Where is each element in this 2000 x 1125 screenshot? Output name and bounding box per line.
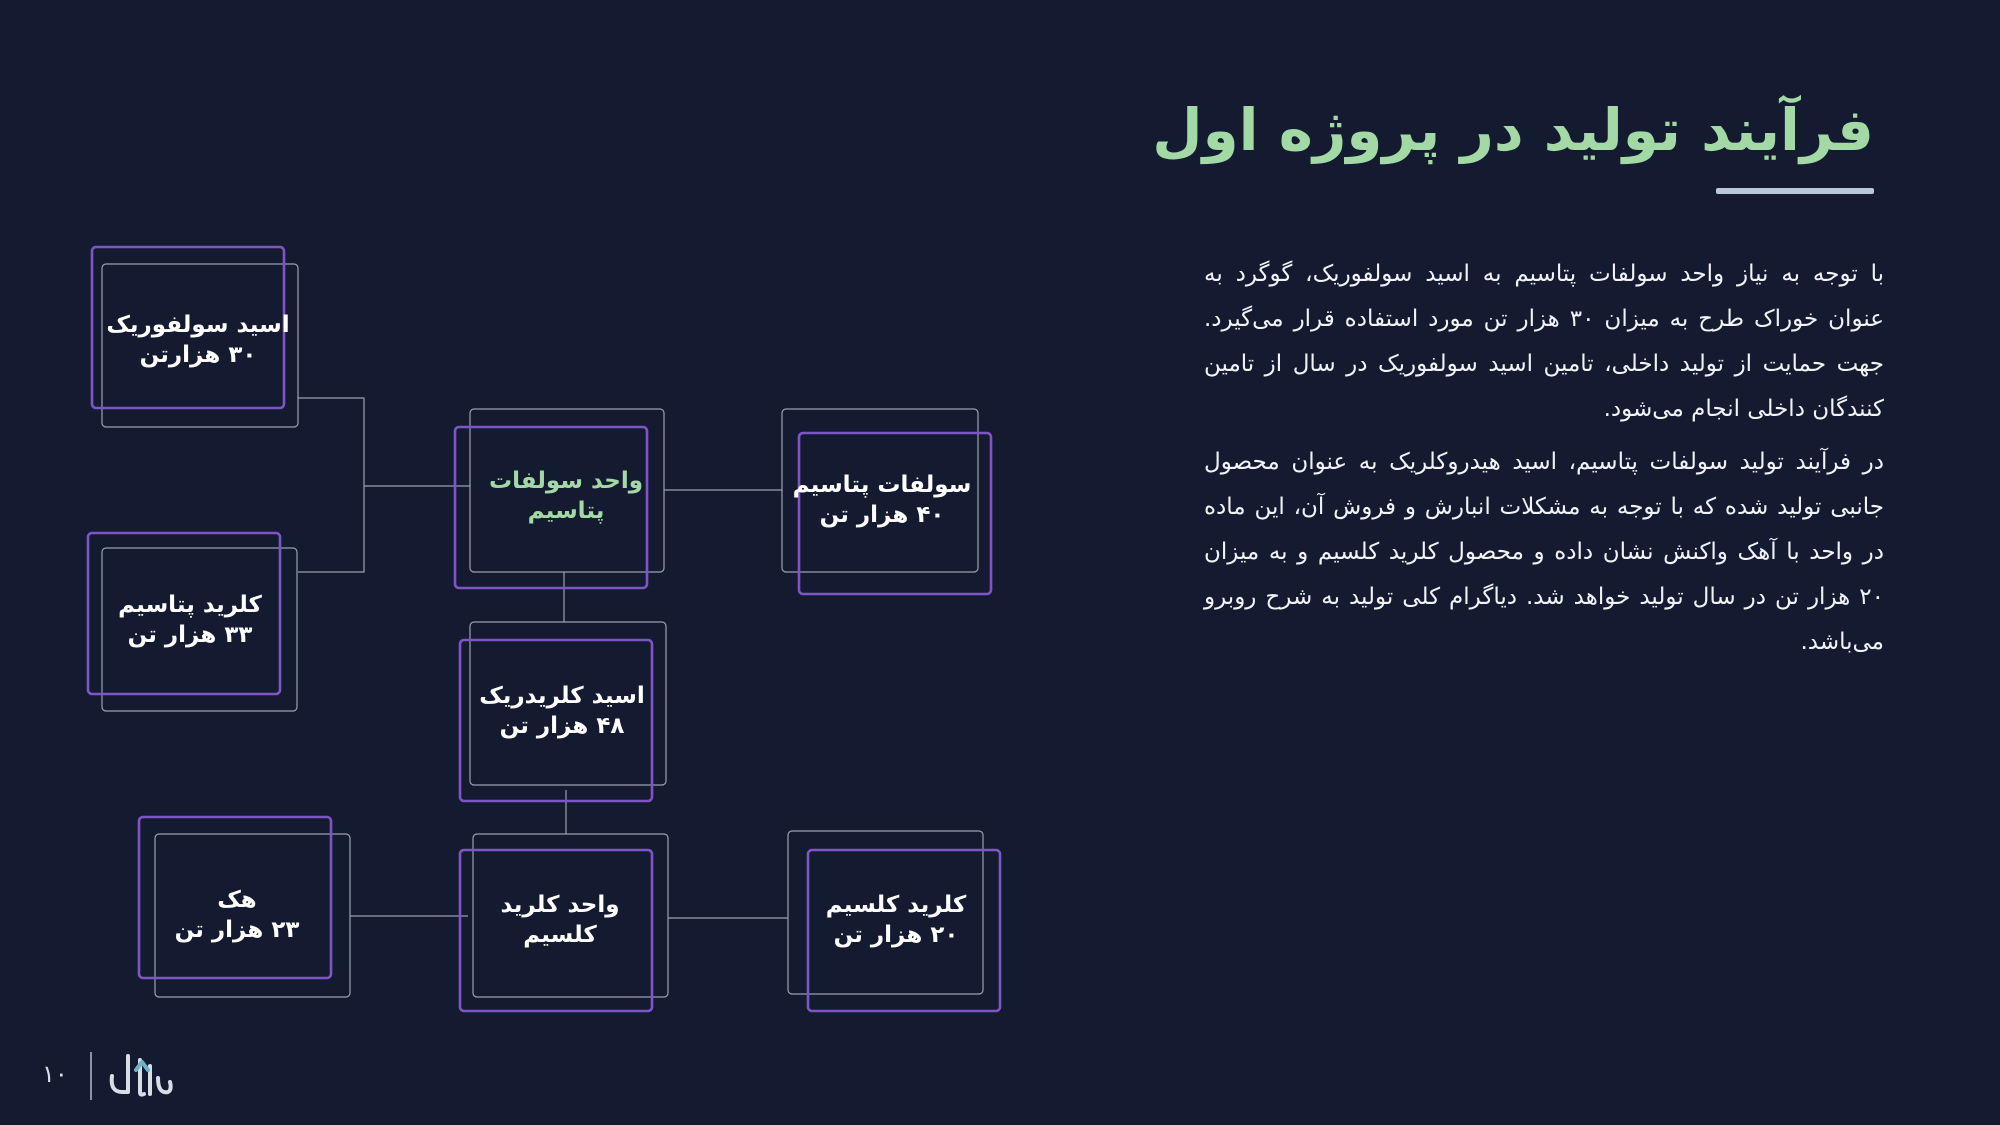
company-logo-icon [106,1048,176,1104]
node-potassium-sulfate [786,470,978,530]
footer-divider [90,1052,92,1100]
node-lime-amount: ۲۳ هزار تن [174,917,300,943]
paragraph-1: با توجه به نیاز واحد سولفات پتاسیم به اسید سولفوریک، گوگرد به عنوان خوراک طرح به میزان ۳۰ هزار تن مورد استفاده قرار می‌گیرد. جهت حمایت از تولید داخلی، تامین اسید سولفوریک در سال از تامین کنندگان داخلی انجام می‌شود. [1204,261,1884,422]
node-sulfuric-name: اسید سولفوریک [106,312,290,338]
paragraph-2: در فرآیند تولید سولفات پتاسیم، اسید هیدروکلریک به عنوان محصول جانبی تولید شده که با توجه به مشکلات انبارش و فروش آن، این ماده در واحد با آهک واکنش نشان داده و محصول کلرید کلسیم و به میزان ۲۰ هزار تن در سال تولید خواهد شد. دیاگرام کلی تولید به شرح روبرو می‌باشد. [1204,449,1884,655]
node-hydrochloric-acid [466,681,658,741]
node-cacl-amount: ۲۰ هزار تن [833,922,959,948]
node-potassium-sulfate-unit [470,466,662,526]
node-kcl-amount: ۳۳ هزار تن [127,622,253,648]
node-calcium-chloride [800,890,992,950]
node-hcl-name: اسید کلریدریک [479,683,645,709]
node-sop-amount: ۴۰ هزار تن [819,502,945,528]
node-sop-unit-line2: پتاسیم [527,498,605,524]
node-sop-unit-line1: واحد سولفات [488,468,644,494]
node-sulfuric-acid [102,310,294,370]
node-cacl-unit-line1: واحد کلرید [500,892,620,918]
node-hcl-amount: ۴۸ هزار تن [499,713,625,739]
node-sulfuric-amount: ۳۰ هزارتن [139,342,257,368]
page-title: فرآیند تولید در پروژه اول [1152,96,1874,164]
node-cacl-unit-line2: کلسیم [523,922,597,948]
node-potassium-chloride [94,590,286,650]
connector-kcl-to-bus [298,486,364,572]
node-kcl-name: کلرید پتاسیم [118,592,262,618]
node-lime-name: هک [217,887,257,913]
page-number: ۱۰ [42,1060,68,1088]
node-sop-name: سولفات پتاسیم [792,472,972,498]
title-underline [1716,188,1874,194]
node-cacl-name: کلرید کلسیم [825,892,967,918]
connector-sulfuric-to-bus [298,398,364,486]
description-text [1204,252,1884,673]
node-lime [141,885,333,945]
node-calcium-chloride-unit [464,890,656,950]
